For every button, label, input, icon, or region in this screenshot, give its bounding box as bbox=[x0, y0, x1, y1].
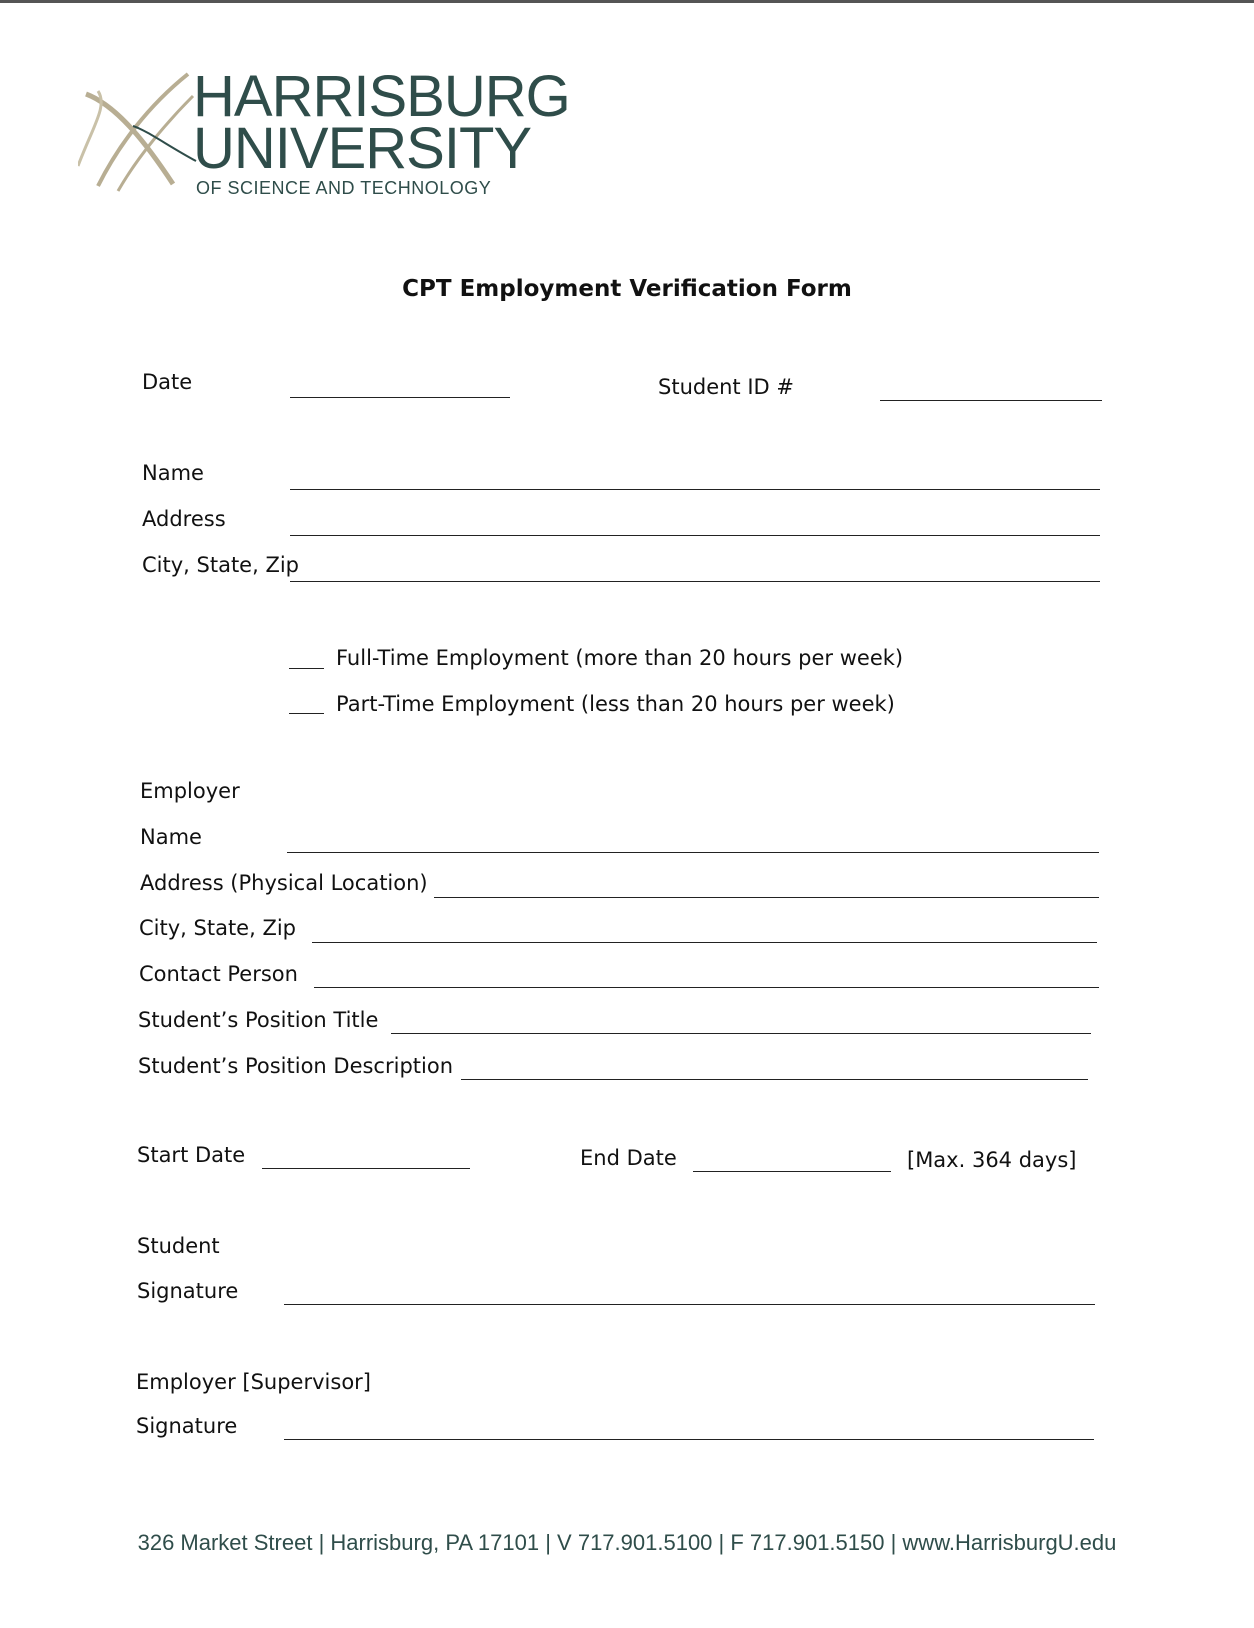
end-date-field[interactable] bbox=[693, 1171, 891, 1172]
date-field[interactable] bbox=[290, 397, 510, 398]
date-label: Date bbox=[142, 370, 193, 394]
part-time-checkbox[interactable] bbox=[289, 713, 324, 714]
page-title: CPT Employment Verification Form bbox=[402, 276, 852, 302]
address-label: Address bbox=[142, 507, 226, 531]
start-date-label: Start Date bbox=[137, 1143, 246, 1167]
footer-contact-info: 326 Market Street | Harrisburg, PA 17101 | V 717.901.5100 | F 717.901.5150 | www.HarrisburgU.edu bbox=[137, 1530, 1117, 1555]
employer-signature-field[interactable] bbox=[284, 1439, 1094, 1440]
full-time-option-label: Full-Time Employment (more than 20 hours per week) bbox=[336, 646, 904, 670]
employer-address-label: Address (Physical Location) bbox=[140, 871, 428, 895]
student-id-label: Student ID # bbox=[658, 375, 794, 399]
student-signature-label: Signature bbox=[137, 1279, 239, 1303]
position-description-field[interactable] bbox=[461, 1079, 1088, 1080]
employer-city-state-zip-label: City, State, Zip bbox=[139, 916, 296, 940]
student-signature-field[interactable] bbox=[284, 1304, 1095, 1305]
logo-line-1: HARRISBURG bbox=[193, 64, 570, 129]
employer-address-field[interactable] bbox=[434, 897, 1099, 898]
top-border bbox=[0, 0, 1254, 3]
name-field[interactable] bbox=[290, 489, 1100, 490]
university-logo bbox=[78, 64, 570, 206]
position-title-label: Student’s Position Title bbox=[138, 1008, 379, 1032]
part-time-option-label: Part-Time Employment (less than 20 hours per week) bbox=[336, 692, 895, 716]
city-state-zip-field[interactable] bbox=[290, 581, 1100, 582]
logo-mark-icon bbox=[78, 66, 198, 196]
position-title-field[interactable] bbox=[391, 1033, 1091, 1034]
employer-name-field[interactable] bbox=[287, 852, 1099, 853]
employer-heading: Employer bbox=[140, 779, 240, 803]
employer-signature-heading: Employer [Supervisor] bbox=[136, 1370, 371, 1394]
employer-city-state-zip-field[interactable] bbox=[312, 942, 1097, 943]
position-description-label: Student’s Position Description bbox=[138, 1054, 453, 1078]
contact-person-label: Contact Person bbox=[139, 962, 298, 986]
employer-name-label: Name bbox=[140, 825, 202, 849]
end-date-label: End Date bbox=[580, 1146, 677, 1170]
address-field[interactable] bbox=[290, 535, 1100, 536]
logo-line-3: OF SCIENCE AND TECHNOLOGY bbox=[196, 178, 492, 198]
max-days-note: [Max. 364 days] bbox=[907, 1148, 1077, 1172]
employer-signature-label: Signature bbox=[136, 1414, 238, 1438]
full-time-checkbox[interactable] bbox=[289, 668, 324, 669]
name-label: Name bbox=[142, 461, 204, 485]
student-signature-heading: Student bbox=[137, 1234, 220, 1258]
contact-person-field[interactable] bbox=[314, 987, 1099, 988]
logo-line-2: UNIVERSITY bbox=[193, 116, 532, 181]
city-state-zip-label: City, State, Zip bbox=[142, 553, 299, 577]
student-id-field[interactable] bbox=[880, 400, 1102, 401]
start-date-field[interactable] bbox=[262, 1168, 470, 1169]
